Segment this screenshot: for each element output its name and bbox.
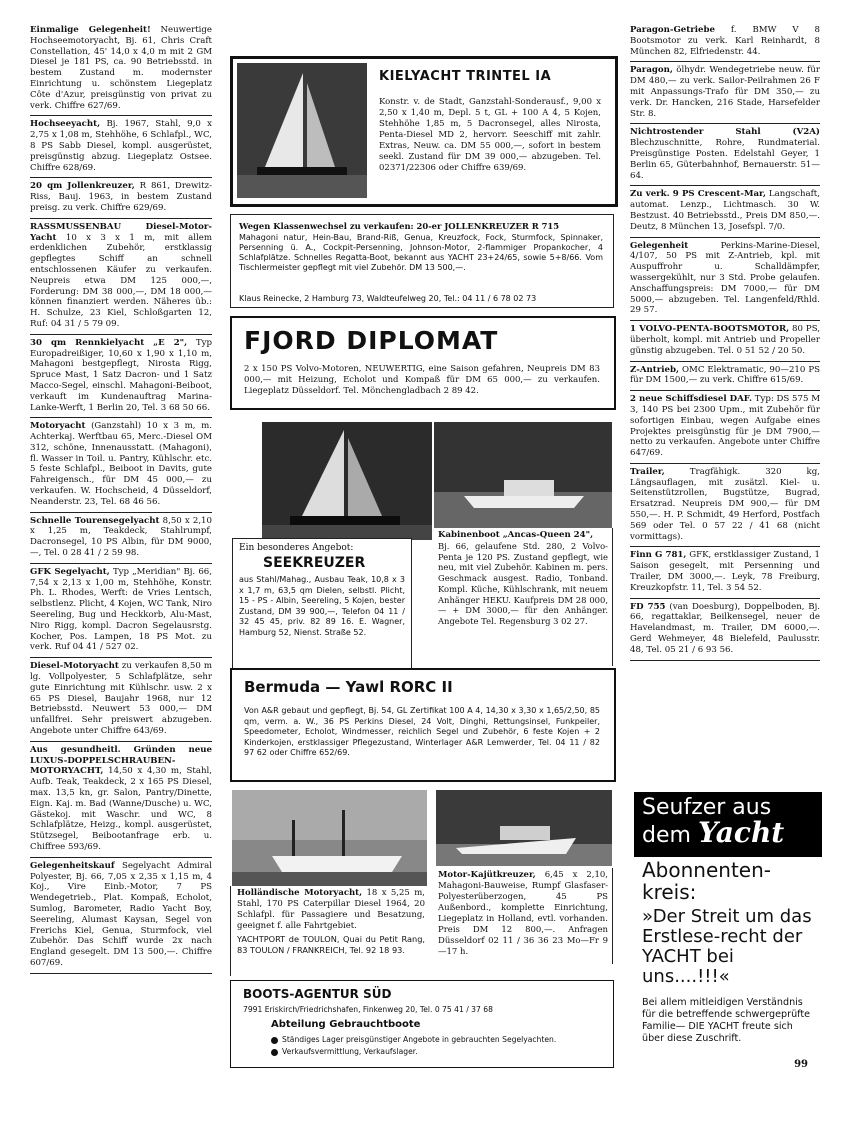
left-classified-ad [30,658,212,742]
right-classified-ad-body: GFK, erstklassiger Zustand, 1 Saison gesegelt, mit Persenning und Trailer, DM 3000,—. Leyk, 78 Freiburg, Kreuzkopfstr. 11, Tel. 3 54 52. [630,550,820,593]
left-classified-ad [30,178,212,218]
jollenkreuzer-body: Mahagoni natur, Hein-Bau, Brand-Riß, Genua, Kreuzfock, Fock, Sturmfock, Spinnaker, Persenning ü. A., Cockpit-Persenning, Johnson-Motor, 2-flammiger Propankocher, 4 Schlafplätze. Schnelles Regatta-Boot, bekannt aus YACHT 23+24/65, sowie 5+8/66. Vom Tischlermeister gepflegt mit viel Zubehör. DM 13 500,—. [239,233,603,272]
right-classified-ad [630,186,820,237]
right-classified-ad-head: Paragon-Getriebe [630,25,715,35]
left-classified-ad-body: 8,50 x 2,10 x 1,25 m, Teakdeck, Stahlrumpf, Dacronsegel, 10 PS Albin, für DM 9000,—, Tel. 0 28 41 / 2 59 98. [30,515,212,559]
right-classified-ad [630,238,820,322]
hollaendische-contact: YACHTPORT de TOULON, Quai du Petit Rang, 83 TOULON / FRANKREICH, Tel. 92 18 93. [237,934,425,955]
left-classified-ad [30,564,212,658]
right-classified-ad [630,464,820,548]
right-classified-ad [630,547,820,598]
cabin-cruiser-photo [436,790,612,866]
kielyacht-title: KIELYACHT TRINTEL IA [379,69,552,84]
kabinenboot-head: Kabinenboot „Ancas-Queen 24", [438,530,594,540]
left-classified-ad-body: Neuwertige Hochseemotoryacht, Bj. 61, Chris Craft Constellation, 45' 14,0 x 4,0 m mit 2 GM Diesel je 181 PS, ca. 90 Betriebsstd. in bestem Zustand m. modernster Einrichtung u. schönstem Liegeplatz Côte d'Azur, preisgünstig von privat zu verk. Chiffre 627/69. [30,25,212,111]
left-classified-ad [30,22,212,116]
bermuda-body: Von A&R gebaut und gepflegt, Bj. 54, GL Zertifikat 100 A 4, 14,30 x 3,30 x 1,65/2,50, 85 qm, verm. a. W., 36 PS Perkins Diesel, 24 Volt, Dinghi, Rettungsinsel, Funkpeiler, Speedometer, Echolot, Windmesser, reichlich Segel und Zubehör, 6 feste Kojen + 2 Kinderkojen, erstklassiger Pflegezustand, Winterlager A&R Lemwerder, Tel. 04 11 / 82 97 62 oder Chiffre 652/69. [244,706,600,757]
page-number: 99 [794,1059,808,1070]
right-classified-ad-body: Perkins-Marine-Diesel, 4/107, 50 PS mit Z-Antrieb, kpl. mit Auspuffrohr u. Schalldämpfer, wassergekühlt, nur 3 Std. Probe gelaufen. Anschaffungspreis: DM 7000,— für DM 5000,— abzugeben. Tel. Langenfeld/Rhld. 29 57. [630,240,820,316]
promo-line4: kreis: [642,880,697,904]
left-classified-ad-head: RASSMUSSENBAU Diesel-Motor-Yacht [30,221,212,243]
boots-agentur-subtitle: Abteilung Gebrauchtboote [271,1019,421,1030]
dutch-motoryacht-photo [232,790,427,886]
left-classified-ad-body: zu verkaufen 8,50 m lg. Vollpolyester, 5 Schlafplätze, sehr gute Einrichtung mit Kühlschr. usw. 2 x 65 PS Diesel, Baujahr 1968, nur 12 Betriebsstd. Neuwert 53 000,— DM unfallfrei. Sehr preiswert abzugeben. Angebote unter Chiffre 643/69. [30,661,212,737]
hollaendische-body: 18 x 5,25 m, Stahl, 170 PS Caterpillar Diesel 1964, 20 Schlafpl. für Passagiere und Besatzung, geeignet f. alle Fahrtgebiet. [237,888,425,931]
right-classified-ad [630,62,820,124]
hollaendische-ad [230,886,429,976]
right-classified-ad-body: ölhydr. Wendegetriebe neuw. für DM 480,— zu verk. Sailor-Peilrahmen 26 F mit Anpassungs-Trafo für DM 350,— zu verk. Dr. Hancken, 216 Stade, Harsefelder Str. 8. [630,65,821,119]
left-classified-ad-head: GFK Segelyacht, [30,566,110,577]
left-classified-ad-body: 10 x 3 x 1 m, mit allem erdenklichen Zubehör, erstklassig gepflegtes Schiff an schnell entschlossenen Käufer zu verkaufen. Neupreis etwa DM 125 000,—, Forderung: DM 38 000,—, DM 18 000,— können finanziert werden. Näheres üb.: H. Schulze, 23 Kiel, Schloßgarten 12, Ruf: 04 31 / 5 79 09. [30,232,212,329]
bullet-icon [271,1037,278,1044]
right-classified-ad-head: Trailer, [630,466,665,477]
motorboat-photo [434,422,612,530]
bullet-icon [271,1049,278,1056]
left-classified-ad-head: Hochseeyacht, [30,119,101,130]
seekreuzer-ad [232,538,412,684]
left-classified-ad-body: Typ Europadreißiger, 10,60 x 1,90 x 1,10 m, Mahagoni bestgepflegt, Nirosta Rigg, Spruce Mast, 1 Satz Dacron- und 1 Satz Macco-Segel, einschl. Mahagoni-Beiboot, verkauft im Kundenauftrag Marina-Lanke-Werft, 1 Berlin 20, Tel. 3 68 50 66. [30,337,212,413]
promo-line3: Abonnenten- [642,858,771,882]
jollenkreuzer-ad [230,214,614,308]
left-classified-ad [30,858,212,974]
right-classified-ad [630,362,820,392]
right-classified-ad-body: Tragfähigk. 320 kg, Längsauflagen, mit zusätzl. Kiel- u. Seitenstützrollen, Bugstütze, Bugrad, Ersatzrad. Neupreis DM 900,— für DM 550,—. H. P. Schmidt, 49 Herford, Postfach 569 oder Tel. 0 57 22 / 41 68 (nicht vormittags). [630,466,820,542]
right-classified-ad-body: OMC Elektramatic, 90—210 PS für DM 1500,— zu verk. Chiffre 615/69. [630,364,820,386]
right-classified-ad-head: Paragon, [630,65,673,76]
promo-footer: Bei allem mitleidigen Verständnis für die betreffende schwergeprüfte Familie— DIE YACHT freute sich über diese Zuschrift. [642,997,811,1044]
promo-line1: Seufzer aus [642,795,772,820]
bermuda-ad [230,668,616,782]
right-classified-ad-head: FD 755 [630,601,666,612]
left-classified-ad [30,335,212,419]
fjord-diplomat-ad [230,316,616,410]
right-classified-ad [630,321,820,361]
right-classified-ad-body: f. BMW V 8 Bootsmotor zu verk. Karl Reinhardt, 8 München 82, Elfriedenstr. 44. [630,25,820,57]
left-classified-ad-head: 20 qm Jollenkreuzer, [30,181,135,192]
kielyacht-body: Konstr. v. de Stadt, Ganzstahl-Sonderausf., 9,00 x 2,50 x 1,40 m, Depl. 5 t, GL + 100 A 4, 5 Kojen, Stehhöhe 1,85 m, 5 Dacronsegel, alles Nirosta, Penta-Diesel MD 2, hervorr. Seeschiff mit zahlr. Extras, Neuw. ca. DM 55 000,—, sofort in bestem seekl. Zustand für DM 39 000,— abzugeben. Tel. 02371/22306 oder Chiffre 639/69. [379,97,601,173]
left-classified-ad [30,418,212,512]
kabinenboot-ad [432,528,613,666]
bermuda-title: Bermuda — Yawl RORC II [244,678,453,696]
left-classified-ad-body: Segelyacht Admiral Polyester, Bj. 66, 7,05 x 2,35 x 1,15 m, 4 Koj., Vire Einb.-Motor, 7 PS Wendegetrieb., Plat. Kompaß, Echolot, Sumlog, Barometer, Radio Yacht Boy, Seereling, Alumast Kaysan, Segel von Frerichs Kiel, Genua, Sturmfock, viel Zubehör. Das Schiff wurde 2x nach England gesegelt. DM 13 500,—. Chiffre 607/69. [30,860,213,968]
kielyacht-ad [230,56,618,207]
boots-agentur-item-text: Verkaufsvermittlung, Verkaufslager. [282,1047,418,1056]
right-classified-ad-body: Blechzuschnitte, Rohre, Rundmaterial. Preisgünstige Posten. Edelstahl Geyer, 1 Berlin 65, Güterbahnhof, Bernauerstr. 51—64. [630,138,820,181]
right-classified-ad-head: Zu verk. 9 PS Crescent-Mar, [630,189,766,200]
kajuetkreuzer-body: 6,45 x 2,10, Mahagoni-Bauweise, Rumpf Glasfaser-Polyesterüberzogen, 45 PS Außenbord., komplette Einrichtung, Liegeplatz in Holland, evtl. vorhanden. Preis DM 12 800,—. Anfragen Düsseldorf 02 11 / 36 36 23 Mo—Fr 9—17 h. [438,870,608,957]
seekreuzer-photo [262,422,432,540]
hollaendische-head: Holländische Motoryacht, [237,888,363,898]
left-classified-ad [30,219,212,335]
right-classified-ad-head: Z-Antrieb, [630,364,679,375]
right-classified-ad-head: Finn G 781, [630,550,687,561]
left-classified-ad-body: Bj. 1967, Stahl, 9,0 x 2,75 x 1,08 m, Stehhöhe, 6 Schlafpl., WC, 8 PS Sabb Diesel, kompl. ausgerüstet, preisgünstig abzug. Liegeplatz Ostsee. Chiffre 628/69. [30,119,213,173]
left-classified-ad-body: (Ganzstahl) 10 x 3 m, m. Achterkaj. Werftbau 65, Merc.-Diesel OM 312, schöne, Innenausstatt. (Mahagoni), fl. Wasser in Toil. u. Pantry, Kühlschr. etc. 5 feste Schlafpl., Beiboot in Davits, gute Fahreigensch., für DM 45 000,— zu verkaufen. W. Hochscheid, 4 Düsseldorf, Neanderstr. 23, Tel. 68 46 56. [30,421,212,507]
yacht-promo [634,792,822,1052]
fjord-body: 2 x 150 PS Volvo-Motoren, NEUWERTIG, eine Saison gefahren, Neupreis DM 83 000,— mit Heizung, Echolot und Kompaß für DM 65 000,— zu verkaufen. Liegeplatz Düsseldorf. Tel. Mönchengladbach 2 89 42. [244,364,600,396]
right-classified-ad-head: Gelegenheit [630,240,689,251]
hollaendische-text [237,888,425,932]
left-classified-ad-head: Gelegenheitskauf [30,860,115,871]
boots-agentur-item-text: Ständiges Lager preisgünstiger Angebote in gebrauchten Segelyachten. [282,1035,557,1044]
right-classified-ad [630,599,820,661]
right-classified-ad-head: 1 VOLVO-PENTA-BOOTSMOTOR, [630,324,790,335]
left-classified-ad-head: Motoryacht [30,421,86,432]
left-classified-ad-body: Typ „Meridian" Bj. 66, 7,54 x 2,13 x 1,00 m, Stehhöhe, Konstr. Ph. L. Rhodes, Werft: de Vries Lentsch, selbstlenz. Plicht, 4 Kojen, WC Tank, Niro Seereling, Bug und Heckkorb, Alu-Mast, Niro Rigg, kompl. Dacron Segelausrstg. Kocher, Pos. Lampen, 18 PS Mot. zu verk. Ruf 04 41 / 527 02. [30,566,213,653]
boots-agentur-address: 7991 Eriskirch/Friedrichshafen, Finkenweg 20, Tel. 0 75 41 / 37 68 [243,1005,493,1014]
left-classified-ad [30,116,212,178]
right-classified-ad-head: Nichtrostender Stahl (V2A) [630,127,820,138]
kabinenboot-body: Bj. 66, gelaufene Std. 280, 2 Volvo-Penta je 120 PS. Zustand gepflegt, wie neu, mit viel Zubehör. Kabinen m. pers. Geschmack ausgest. Radio, Tonband. Kompl. Küche, Kühlschrank, mit neuem Anhänger HEKU. Kaufpreis DM 28 000,— + DM 3000,— für den Anhänger. Angebote Tel. Regensburg 3 02 27. [438,541,608,626]
kajuetkreuzer-ad [436,868,613,964]
boots-agentur-ad [230,980,614,1068]
right-classified-ad-body: (van Doesburg), Doppelboden, Bj. 66, regattaklar, Beilkensegel, neuer de Havelandmast, m. Trailer, DM 6000,—. Gerd Wehmeyer, 48 Bielefeld, Paulusstr. 48, Tel. 05 21 / 6 93 56. [630,601,821,655]
left-classifieds-column [30,22,212,974]
kajuetkreuzer-text [438,870,608,958]
fjord-title: FJORD DIPLOMAT [244,326,499,355]
right-classified-ad-body: 80 PS, überholt, kompl. mit Antrieb und Propeller günstig abzugeben. Tel. 0 51 52 / 20 50. [630,324,821,356]
promo-quote: »Der Streit um das Erstlese-recht der YACHT bei uns....!!!« [642,906,812,987]
right-classified-ad [630,22,820,62]
promo-line2-word: dem [642,823,691,848]
jollenkreuzer-head: Wegen Klassenwechsel zu verkaufen: 20-er JOLLENKREUZER R 715 [239,221,560,231]
right-classified-ad [630,391,820,464]
seekreuzer-title: SEEKREUZER [263,555,366,571]
left-classified-ad-head: Aus gesundheitl. Gründen neue LUXUS-DOPPELSCHRAUBEN-MOTORYACHT, [30,744,212,777]
left-classified-ad-body: 14,50 x 4,30 m, Stahl, Aufb. Teak, Teakdeck, 2 x 165 PS Diesel, max. 13,5 kn, gr. Salon, Pantry/Dinette, Eign. Kaj. m. Bad (Wanne/Dusche) u. WC, Gästekoj. mit Waschr. und WC, 8 Schlafplätze, Heizg., kompl. ausgerüstet, Stützsegel, Beibootanfrage erb. u. Chiffree 593/69. [30,766,213,852]
promo-text [634,857,822,1047]
left-classified-ad [30,742,212,858]
right-classified-ad [630,124,820,186]
right-classifieds-column [630,22,820,661]
left-classified-ad-head: Schnelle Tourensegelyacht [30,515,160,526]
promo-black-panel [634,792,822,857]
boots-agentur-item [271,1047,418,1056]
seekreuzer-intro: Ein besonderes Angebot: [239,543,354,553]
yacht-logo: Yacht [697,816,785,849]
left-classified-ad [30,513,212,564]
left-classified-ad-head: Einmalige Gelegenheit! [30,25,151,35]
boots-agentur-item [271,1035,556,1044]
left-classified-ad-head: Diesel-Motoryacht [30,661,119,672]
right-classified-ad-body: Typ: DS 575 M 3, 140 PS bei 2300 Upm., mit Zubehör für sofortigen Einbau, wegen Aufgabe eines Projektes preisgünstig für je DM 7900,— netto zu verkaufen. Angebote unter Chiffre 647/69. [630,394,820,459]
boots-agentur-title: BOOTS-AGENTUR SÜD [243,987,392,1001]
right-classified-ad-head: 2 neue Schiffsdiesel DAF. [630,394,752,405]
promo-line2 [642,816,814,849]
kajuetkreuzer-head: Motor-Kajütkreuzer, [438,870,536,880]
seekreuzer-body: aus Stahl/Mahag., Ausbau Teak, 10,8 x 3 x 1,7 m, 63,5 qm Dielen, selbstl. Plicht, 15 - PS - Albin, Seereling, 5 Kojen, bester Zustand, DM 39 900,—, Telefon 04 11 / 32 45 45, priv. 82 89 16. E. Wagner, Hamburg 52, Nienst. Straße 52. [239,575,405,637]
left-classified-ad-body: R 861, Drewitz-Riss, Bauj. 1963, in bestem Zustand preisg. zu verk. Chiffre 629/69. [30,181,212,213]
left-classified-ad-head: 30 qm Rennkielyacht „E 2", [30,337,188,348]
sailboat-photo [237,63,367,198]
right-classified-ad-body: Langschaft, automat. Lenzp., Lichtmasch. 30 W. Bestzust. 40 Betriebsstd., Preis DM 850,—. Deutz, 8 München 13, Josefspl. 7/0. [630,189,820,232]
jollenkreuzer-contact: Klaus Reinecke, 2 Hamburg 73, Waldteufelweg 20, Tel.: 04 11 / 6 78 02 73 [239,294,537,303]
